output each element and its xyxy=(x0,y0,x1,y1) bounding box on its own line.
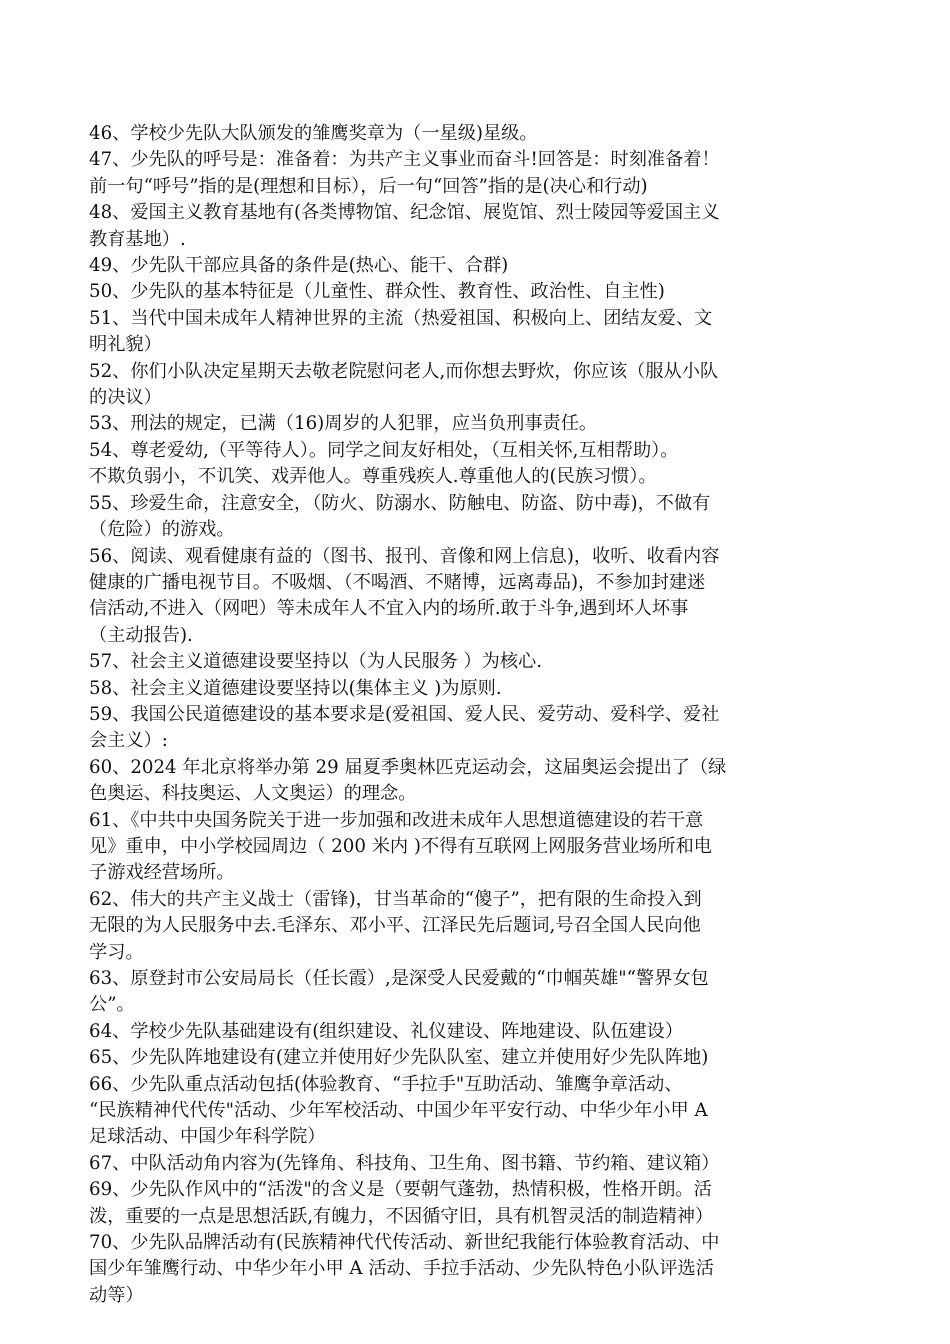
text-line: 59、我国公民道德建设的基本要求是(爱祖国、爱人民、爱劳动、爱科学、爱社 xyxy=(89,703,720,725)
text-line: 61、《中共中央国务院关于进一步加强和改进未成年人思想道德建设的若干意 xyxy=(89,809,704,831)
text-line: 见》重申，中小学校园周边（ 200 米内 )不得有互联网上网服务营业场所和电 xyxy=(89,835,712,857)
text-line: 子游戏经营场所。 xyxy=(89,862,235,884)
text-line: 无限的为人民服务中去.毛泽东、邓小平、江泽民先后题词,号召全国人民向他 xyxy=(89,915,701,937)
text-line: 67、中队活动角内容为(先锋角、科技角、卫生角、图书籍、节约箱、建议箱） xyxy=(89,1152,720,1174)
text-line: 47、少先队的呼号是：准备着：为共产主义事业而奋斗!回答是：时刻准备着！ xyxy=(89,149,720,171)
text-line: 明礼貌） xyxy=(89,334,162,356)
text-line: 55、珍爱生命，注意安全，（防火、防溺水、防触电、防盗、防中毒)，不做有 xyxy=(89,492,711,514)
text-line: 53、刑法的规定，已满（16)周岁的人犯罪，应当负刑事责任。 xyxy=(89,413,598,435)
text-line: 学习。 xyxy=(89,941,144,963)
text-line: “民族精神代代传"活动、少年军校活动、中国少年平安行动、中华少年小甲 A xyxy=(89,1100,708,1122)
text-line: 健康的广播电视节目。不吸烟、（不喝酒、不赌博，远离毒品)，不参加封建迷 xyxy=(89,571,706,593)
text-line: 65、少先队阵地建设有(建立并使用好少先队队室、建立并使用好少先队阵地) xyxy=(89,1047,709,1069)
text-line: 62、伟大的共产主义战士（雷锋)，甘当革命的“傻子”，把有限的生命投入到 xyxy=(89,888,702,910)
text-line: 58、社会主义道德建设要坚持以(集体主义 )为原则. xyxy=(89,677,502,699)
text-line: 色奥运、科技奥运、人文奥运）的理念。 xyxy=(89,783,417,805)
text-line: 56、阅读、观看健康有益的（图书、报刊、音像和网上信息)，收听、收看内容 xyxy=(89,545,720,567)
text-line: 50、少先队的基本特征是（儿童性、群众性、教育性、政治性、自主性) xyxy=(89,281,665,303)
text-line: 70、少先队品牌活动有(民族精神代代传活动、新世纪我能行体验教育活动、中 xyxy=(89,1232,720,1254)
text-line: 60、2024 年北京将举办第 29 届夏季奥林匹克运动会，这届奥运会提出了（绿 xyxy=(89,756,727,778)
text-line: 46、学校少先队大队颁发的雏鹰奖章为（一星级)星级。 xyxy=(89,123,538,144)
document-body xyxy=(89,121,869,1309)
text-line: 49、少先队干部应具备的条件是(热心、能干、合群) xyxy=(89,255,509,277)
text-line: 教育基地）. xyxy=(89,228,186,250)
text-line: 69、少先队作风中的“活泼"的含义是（要朝气蓬勃，热情积极，性格开朗。活 xyxy=(89,1179,712,1201)
text-line: 54、尊老爱幼,（平等待人）。同学之间友好相处，（互相关怀,互相帮助）。 xyxy=(89,439,679,461)
text-line: 会主义）: xyxy=(89,730,168,752)
text-line: 63、原登封市公安局局长（任长霞）,是深受人民爱戴的“巾帼英雄"“警界女包 xyxy=(89,968,709,989)
text-line: 57、社会主义道德建设要坚持以（为人民服务 ）为核心. xyxy=(89,651,543,673)
text-line: 51、当代中国未成年人精神世界的主流（热爱祖国、积极向上、团结友爱、文 xyxy=(89,307,713,329)
text-line: 不欺负弱小，不讥笑、戏弄他人。尊重残疾人.尊重他人的(民族习惯）。 xyxy=(89,466,657,488)
text-line: （危险）的游戏。 xyxy=(89,519,235,541)
text-line: 48、爱国主义教育基地有(各类博物馆、纪念馆、展览馆、烈士陵园等爱国主义 xyxy=(89,202,720,224)
text-line: 信活动,不进入（网吧）等未成年人不宜入内的场所.敢于斗争,遇到坏人坏事 xyxy=(89,598,689,620)
text-line: 动等） xyxy=(89,1284,144,1306)
text-line: 前一句“呼号”指的是(理想和目标），后一句“回答”指的是(决心和行动) xyxy=(89,175,648,197)
text-line: 国少年雏鹰行动、中华少年小甲 A 活动、手拉手活动、少先队特色小队评选活 xyxy=(89,1258,714,1280)
text-line: 公”。 xyxy=(89,994,135,1016)
text-line: 52、你们小队决定星期天去敬老院慰问老人,而你想去野炊，你应该（服从小队 xyxy=(89,360,719,382)
text-line: 64、学校少先队基础建设有(组织建设、礼仪建设、阵地建设、队伍建设） xyxy=(89,1020,684,1042)
text-line: 足球活动、中国少年科学院） xyxy=(89,1126,326,1148)
text-line: 泼，重要的一点是思想活跃,有魄力，不因循守旧，具有机智灵活的制造精神） xyxy=(89,1205,714,1227)
text-line: （主动报告). xyxy=(89,624,193,646)
text-line: 的决议） xyxy=(89,387,162,409)
text-line: 66、少先队重点活动包括(体验教育、“手拉手"互助活动、雏鹰争章活动、 xyxy=(89,1073,683,1095)
